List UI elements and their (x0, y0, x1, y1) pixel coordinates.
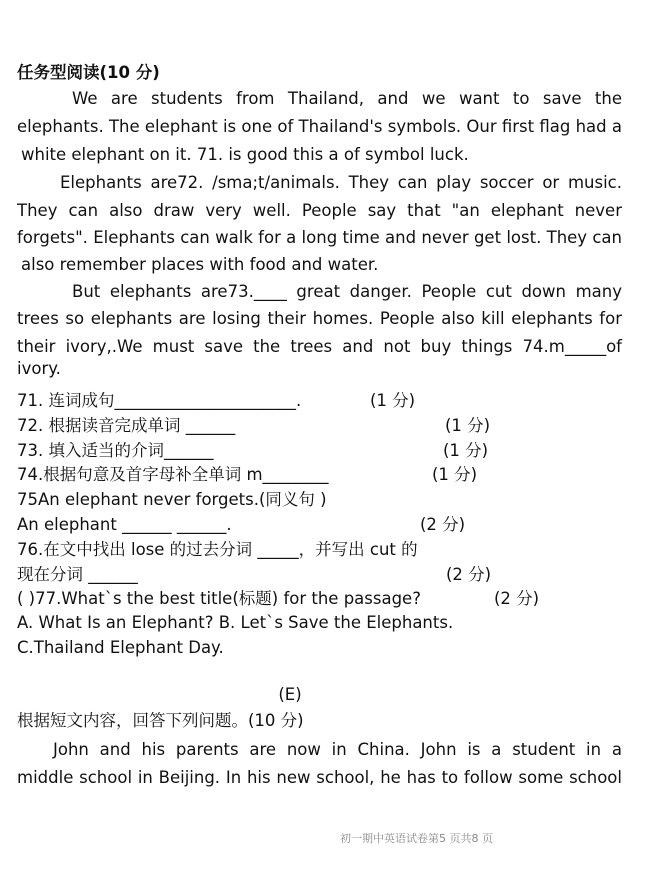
section-e-instruction: 根据短文内容，回答下列问题。(10 分) (17, 711, 304, 730)
question-71-score: (1 分) (370, 391, 416, 410)
passage-line: their ivory,.We must save the trees and not buy things 74.m_____of ivory. (17, 337, 622, 378)
question-76-score: (2 分) (446, 565, 492, 584)
question-77: ( )77.What`s the best title(标题) for the passage? (17, 589, 421, 608)
question-72: 72. 根据读音完成单词 ______ (17, 416, 236, 435)
section-e-label: (E) (278, 685, 302, 704)
question-74-score: (1 分) (432, 465, 478, 484)
question-74: 74.根据句意及首字母补全单词 m________ (17, 465, 329, 484)
passage-line: white elephant on it. 71. is good this a of symbol luck. (21, 145, 469, 164)
question-77-options: A. What Is an Elephant? B. Let`s Save the Elephants. (17, 613, 454, 632)
passage-line: elephants. The elephant is one of Thailand's symbols. Our first flag had a (17, 117, 622, 136)
question-77-score: (2 分) (494, 589, 540, 608)
question-72-score: (1 分) (445, 416, 491, 435)
passage-line: We are students from Thailand, and we want to save the (72, 89, 622, 108)
passage-line: Elephants are72. /sma;t/animals. They can play soccer or music. (60, 173, 622, 192)
question-75: 75An elephant never forgets.(同义句 ) (17, 490, 327, 509)
question-75-score: (2 分) (420, 515, 466, 534)
question-77-option-c: C.Thailand Elephant Day. (17, 638, 224, 657)
passage-line: also remember places with food and water. (21, 255, 379, 274)
question-73-score: (1 分) (443, 441, 489, 460)
passage-line: They can also draw very well. People say that "an elephant never (17, 201, 622, 220)
section-e-passage-line: middle school in Beijing. In his new school, he has to follow some school (17, 768, 622, 787)
passage-line: trees so elephants are losing their homes. People also kill elephants for (17, 309, 622, 328)
question-76-cont: 现在分词 ______ (17, 565, 138, 584)
question-71: 71. 连词成句______________________. (17, 391, 302, 410)
passage-line: forgets". Elephants can walk for a long time and never get lost. They can (17, 228, 622, 247)
section-e-passage-line: John and his parents are now in China. John is a student in a (53, 740, 622, 759)
page-footer: 初一期中英语试卷第5 页共8 页 (340, 832, 493, 845)
question-76: 76.在文中找出 lose 的过去分词 _____，并写出 cut 的 (17, 540, 418, 559)
question-75-answer: An elephant ______ ______. (17, 515, 232, 534)
question-73: 73. 填入适当的介词______ (17, 441, 214, 460)
section-title: 任务型阅读(10 分) (17, 63, 160, 82)
passage-line: But elephants are73.____ great danger. People cut down many (72, 282, 622, 301)
